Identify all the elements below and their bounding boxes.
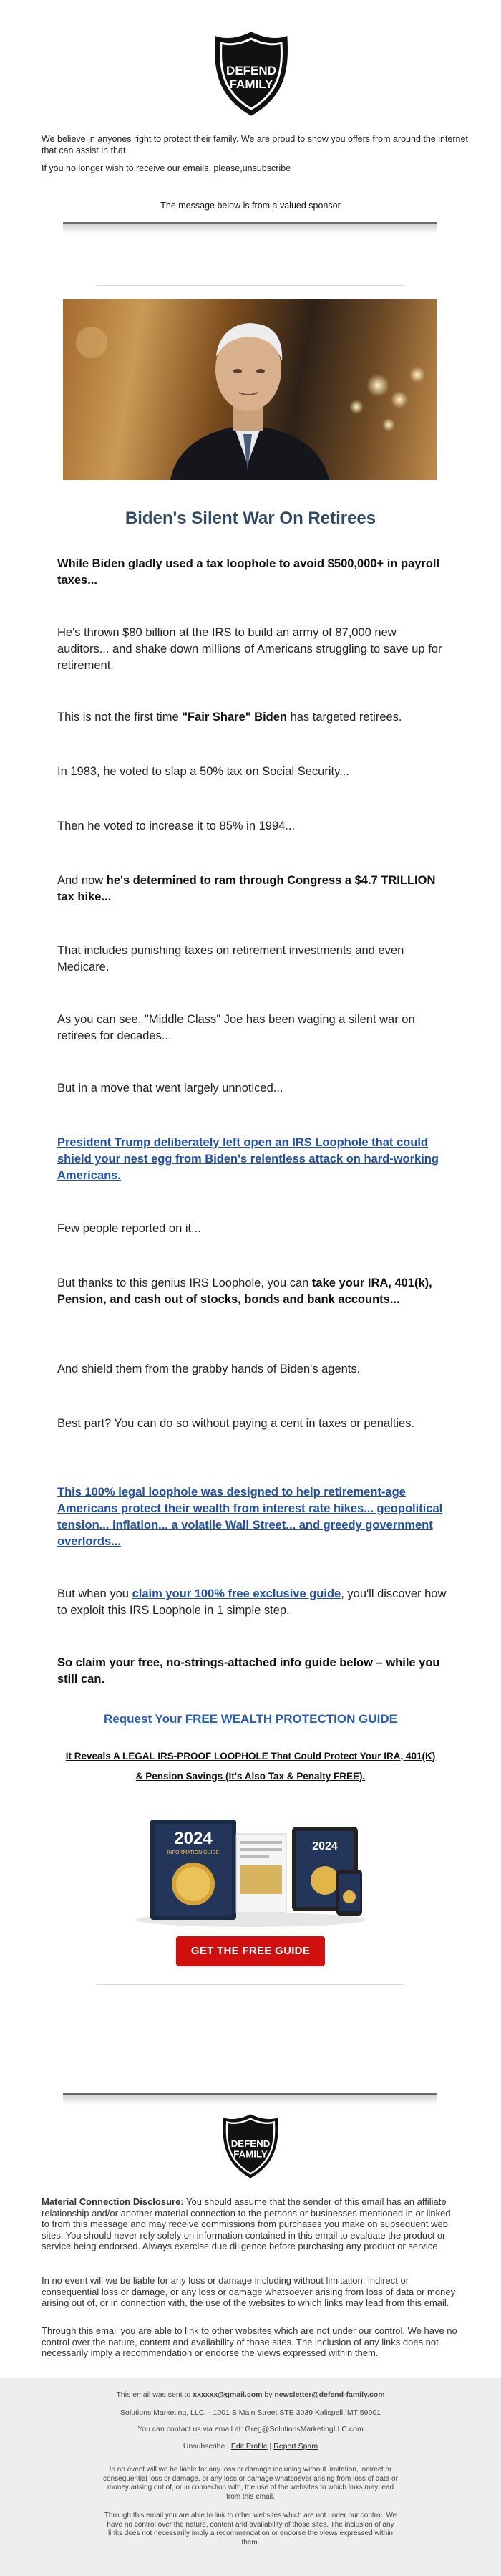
guide-year-text: 2024 (174, 1829, 213, 1848)
hero-illustration (63, 299, 437, 480)
sponsor-note: The message below is from a valued sponsor (160, 201, 341, 211)
footer-unsubscribe-link[interactable]: Unsubscribe | (183, 2442, 231, 2451)
footer-sent-line (0, 2390, 501, 2400)
request-guide-link[interactable]: Request Your FREE WEALTH PROTECTION GUIDE (104, 1712, 397, 1726)
material-connection-disclosure (42, 2196, 460, 2252)
thin-divider-2 (97, 1984, 404, 1985)
paragraph-17 (57, 1655, 447, 1688)
header-divider (63, 222, 437, 234)
paragraph-6-a: And now (57, 874, 107, 887)
paragraph-12-a: But thanks to this genius IRS Loophole, you can (57, 1277, 312, 1289)
paragraph-3-a: This is not the first time (57, 711, 183, 724)
logo-text-line1: DEFEND (226, 64, 276, 77)
paragraph-7: That includes punishing taxes on retirement investments and even Medicare. (57, 944, 404, 974)
footer-sent-a: This email was sent to (116, 2390, 193, 2399)
defend-family-shield-logo (212, 30, 291, 117)
paragraph-3-b: "Fair Share" Biden (182, 711, 287, 724)
footer-divider (63, 2093, 437, 2105)
paragraph-10 (57, 1135, 447, 1184)
paragraph-3 (57, 709, 447, 726)
header-intro: We believe in anyones right to protect their family. We are proud to show you offers from around the internet that can assist in that. (42, 134, 468, 155)
header-unsubscribe-line[interactable]: If you no longer wish to receive our emails, please,unsubscribe (42, 163, 291, 173)
paragraph-16-b: , you'll discover how to exploit this IRS Loophole in 1 simple step. (57, 1587, 447, 1617)
paragraph-13: And shield them from the grabby hands of Biden's agents. (57, 1363, 361, 1375)
footer-sender-email: newsletter@defend-family.com (274, 2390, 385, 2399)
paragraph-16-a: But when you (57, 1587, 132, 1600)
paragraph-6-b: he's determined to ram through Congress a $4.7 TRILLION tax hike... (57, 874, 436, 903)
footer-separator: | (267, 2442, 274, 2451)
footer-report-spam-link[interactable]: Report Spam (273, 2442, 318, 2451)
footer-actions (0, 2442, 501, 2451)
paragraph-15 (57, 1484, 447, 1550)
liability-notice: In no event will we be liable for any loss or damage including without limitation, indirect or consequential loss or damage, or any loss or damage whatsoever arising from loss of data or money arising out of, or in connection with, the use of the websites to which links may lead from this email. (42, 2275, 456, 2308)
footer-address: Solutions Marketing, LLC. - 1001 S Main Street STE 3039 Kalispell, MT 59901 (120, 2408, 381, 2417)
thin-divider (97, 285, 404, 286)
article-headline: Biden's Silent War On Retirees (125, 509, 376, 528)
hero-image (63, 299, 437, 480)
paragraph-8: As you can see, "Middle Class" Joe has been waging a silent war on retirees for decades... (57, 1013, 415, 1042)
paragraph-4: In 1983, he voted to slap a 50% tax on Social Security... (57, 765, 349, 778)
paragraph-6 (57, 873, 447, 905)
claim-guide-link[interactable]: claim your 100% free exclusive guide (132, 1587, 341, 1600)
paragraph-12-b: take your IRA, 401(k), Pension, and cash out of stocks, bonds and bank accounts... (57, 1277, 432, 1306)
paragraph-1-text: While Biden gladly used a tax loophole to avoid $500,000+ in payroll taxes... (57, 557, 440, 587)
footer-logo-line1: DEFEND (230, 2138, 271, 2149)
paragraph-1 (57, 556, 447, 589)
footer-small-links: Through this email you are able to link to other websites which are not under our control. We have no control over the nature, content and availability of those sites. The inclusion of any links does not necessarily imply a recommendation or endorse the views expressed within them. (104, 2512, 397, 2547)
guide-label-text: INFORMATION GUIDE (167, 1850, 220, 1855)
footer-edit-profile-link[interactable]: Edit Profile (230, 2442, 268, 2451)
footer-logo-line2: FAMILY (233, 2148, 268, 2160)
tablet-year-text: 2024 (312, 1840, 338, 1852)
links-notice: Through this email you are able to link to other websites which are not under our control. We have no control over the nature, content and availability of those sites. The inclusion of any links does not necessarily imply a recommendation or endorse the views expressed within them. (42, 2325, 457, 2358)
paragraph-11: Few people reported on it... (57, 1222, 201, 1235)
footer-contact: You can contact us via email at: Greg@SolutionsMarketingLLC.com (137, 2425, 364, 2433)
defend-family-shield-logo-footer (220, 2111, 281, 2181)
paragraph-14: Best part? You can do so without paying a cent in taxes or penalties. (57, 1417, 414, 1430)
logo-text-line2: FAMILY (229, 77, 273, 91)
legal-loophole-link[interactable]: This 100% legal loophole was designed to help retirement-age Americans protect their wealth from interest rate hikes... geopolitical tension... inflation... a volatile Wall Street... and greedy government overlords... (57, 1486, 443, 1548)
footer-recipient-email: xxxxxx@gmail.com (193, 2390, 263, 2399)
paragraph-2: He's thrown $80 billion at the IRS to build an army of 87,000 new auditors... and shake down millions of Americans struggling to save up for retirement. (57, 626, 442, 672)
paragraph-17-text: So claim your free, no-strings-attached info guide below – while you still can. (57, 1656, 440, 1686)
paragraph-16 (57, 1586, 447, 1619)
paragraph-9: But in a move that went largely unnoticed... (57, 1082, 283, 1095)
paragraph-12 (57, 1275, 447, 1308)
footer-small-liability: In no event will we be liable for any loss or damage including without limitation, indirect or consequential loss or damage, or any loss or damage whatsoever arising from loss of data or money arising out of, or in connection with, the use of the websites to which links may lead from this email. (103, 2466, 398, 2501)
guide-product-image[interactable] (129, 1812, 372, 1927)
disclosure-text: You should assume that the sender of this email has an affiliate relationship and/or another material connection to the persons or businesses mentioned in or linked to from this message and may receive commissions from purchases you make on subsequent web sites. You should never rely solely on information contained in this email to evaluate the product or service being endorsed. Always exercise due diligence before purchasing any product or service. (42, 2196, 451, 2251)
disclosure-label: Material Connection Disclosure: (42, 2196, 184, 2207)
loophole-sub-link[interactable]: It Reveals A LEGAL IRS-PROOF LOOPHOLE That Could Protect Your IRA, 401(K) & Pension Savings (It's Also Tax & Penalty FREE). (65, 1751, 436, 1782)
paragraph-5: Then he voted to increase it to 85% in 1994... (57, 820, 296, 832)
trump-loophole-link[interactable]: President Trump deliberately left open an IRS Loophole that could shield your nest egg from Biden's relentless attack on hard-working Americans. (57, 1136, 439, 1182)
paragraph-3-c: has targeted retirees. (287, 711, 402, 724)
get-free-guide-button[interactable]: GET THE FREE GUIDE (176, 1936, 325, 1966)
footer-sent-b: by (262, 2390, 275, 2399)
